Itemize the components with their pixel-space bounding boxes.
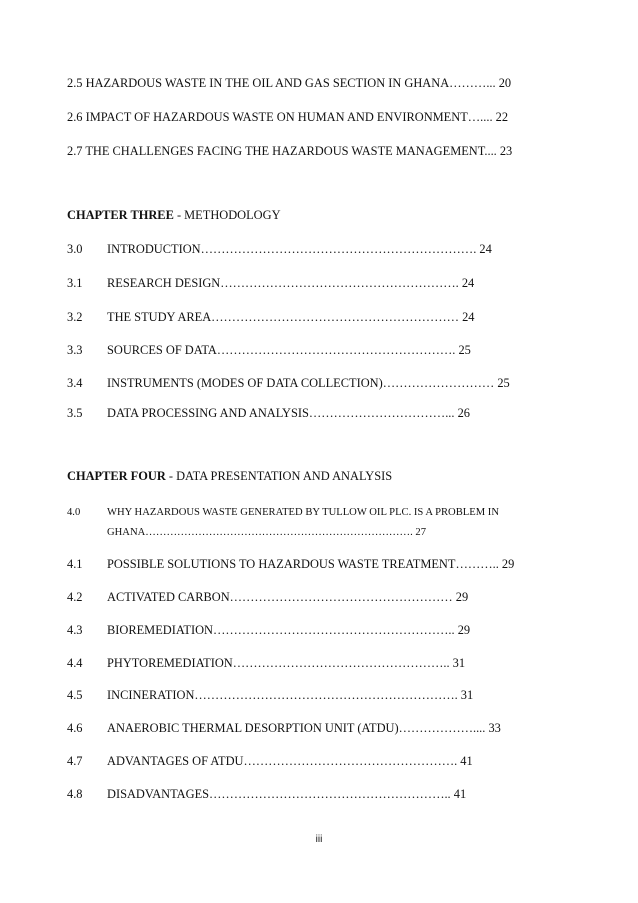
chapter-three-title: - METHODOLOGY	[173, 208, 281, 222]
toc-number: 4.6	[67, 721, 83, 735]
toc-entry-3-1: RESEARCH DESIGN…………………………………………………. 24	[107, 276, 475, 290]
toc-number: 4.0	[67, 507, 81, 518]
toc-number: 3.1	[67, 276, 83, 290]
toc-number: 4.8	[67, 787, 83, 801]
toc-number: 3.4	[67, 376, 83, 390]
toc-entry-4-6: ANAEROBIC THERMAL DESORPTION UNIT (ATDU)……………….... 33	[107, 721, 501, 735]
toc-entry-3-0: INTRODUCTION…………………………………………………………. 24	[107, 242, 492, 256]
toc-entry-2-7: 2.7 THE CHALLENGES FACING THE HAZARDOUS WASTE MANAGEMENT.... 23	[67, 144, 513, 158]
page-number: iii	[315, 834, 323, 845]
toc-number: 4.1	[67, 557, 83, 571]
toc-entry-4-1: POSSIBLE SOLUTIONS TO HAZARDOUS WASTE TREATMENT……….. 29	[107, 557, 515, 571]
chapter-three-label: CHAPTER THREE	[67, 208, 174, 222]
toc-entry-4-5: INCINERATION………………………………………………………. 31	[107, 688, 474, 702]
toc-number: 4.5	[67, 688, 83, 702]
toc-number: 3.2	[67, 310, 83, 324]
toc-entry-4-2: ACTIVATED CARBON……………………………………………… 29	[107, 590, 469, 604]
toc-number: 4.2	[67, 590, 83, 604]
chapter-four-label: CHAPTER FOUR	[67, 469, 166, 483]
toc-number: 4.4	[67, 656, 83, 670]
toc-entry-4-7: ADVANTAGES OF ATDU……………………………………………. 41	[107, 754, 473, 768]
toc-entry-2-6: 2.6 IMPACT OF HAZARDOUS WASTE ON HUMAN AND ENVIRONMENT….... 22	[67, 110, 509, 124]
chapter-four-heading	[67, 468, 392, 484]
toc-entry-4-0-line2: GHANA…………………………………………………………………. 27	[107, 527, 426, 538]
toc-entry-4-8: DISADVANTAGES………………………………………………….. 41	[107, 787, 467, 801]
chapter-three-heading	[67, 207, 281, 223]
toc-entry-4-3: BIOREMEDIATION………………………………………………….. 29	[107, 623, 471, 637]
toc-number: 3.0	[67, 242, 83, 256]
toc-number: 3.5	[67, 406, 83, 420]
chapter-four-title: - DATA PRESENTATION AND ANALYSIS	[165, 469, 393, 483]
toc-entry-3-2: THE STUDY AREA…………………………………………………… 24	[107, 310, 475, 324]
toc-entry-4-4: PHYTOREMEDIATION…………………………………………….. 31	[107, 656, 466, 670]
toc-entry-3-3: SOURCES OF DATA…………………………………………………. 25	[107, 343, 471, 357]
toc-entry-4-0-line1: WHY HAZARDOUS WASTE GENERATED BY TULLOW OIL PLC. IS A PROBLEM IN	[107, 507, 499, 518]
toc-number: 4.7	[67, 754, 83, 768]
toc-number: 4.3	[67, 623, 83, 637]
toc-entry-3-4: INSTRUMENTS (MODES OF DATA COLLECTION)……………………… 25	[107, 376, 510, 390]
toc-number: 3.3	[67, 343, 83, 357]
toc-entry-3-5: DATA PROCESSING AND ANALYSIS……………………………... 26	[107, 406, 470, 420]
toc-entry-2-5: 2.5 HAZARDOUS WASTE IN THE OIL AND GAS SECTION IN GHANA………... 20	[67, 76, 512, 90]
